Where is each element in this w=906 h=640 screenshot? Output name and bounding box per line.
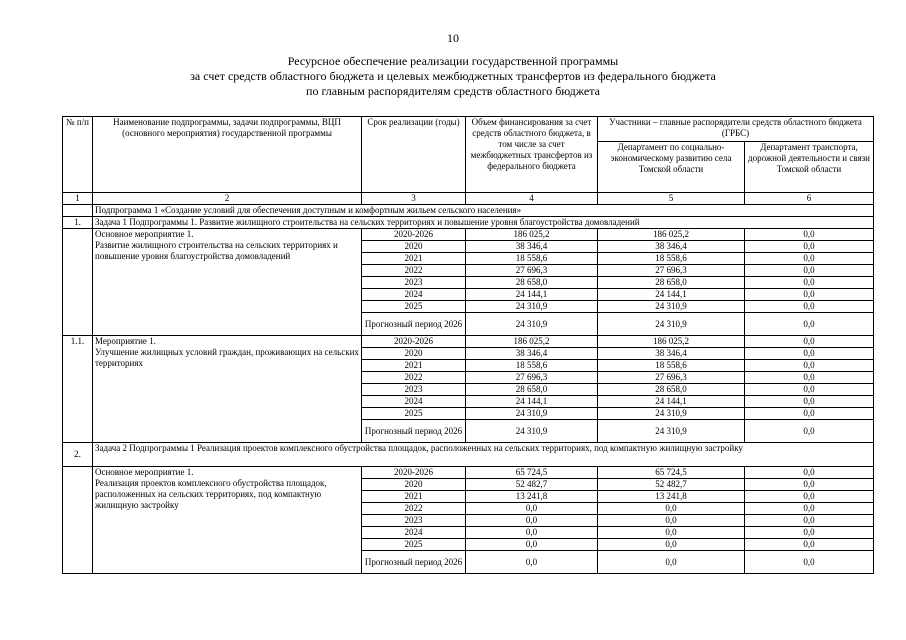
- dept2-cell: 0,0: [745, 420, 874, 443]
- period-cell: 2023: [362, 277, 466, 289]
- dept2-cell: 0,0: [745, 467, 874, 479]
- volume-cell: 186 025,2: [466, 229, 598, 241]
- subprogram-num-cell: [63, 205, 93, 217]
- volume-cell: 38 346,4: [466, 348, 598, 360]
- dept2-cell: 0,0: [745, 539, 874, 551]
- dept2-cell: 0,0: [745, 408, 874, 420]
- dept1-cell: 65 724,5: [598, 467, 745, 479]
- volume-cell: 0,0: [466, 527, 598, 539]
- data-row: [63, 229, 874, 241]
- volume-cell: 28 658,0: [466, 384, 598, 396]
- activity-num: [63, 467, 93, 574]
- column-number: 3: [362, 193, 466, 205]
- volume-cell: 27 696,3: [466, 372, 598, 384]
- document-title: [0, 54, 906, 99]
- task-title: Задача 2 Подпрограммы 1 Реализация проектов комплексного обустройства площадок, расположенных на сельских территориях, под компактную жилищную застройку: [93, 443, 874, 467]
- dept1-cell: 0,0: [598, 527, 745, 539]
- budget-table: [62, 116, 874, 574]
- dept2-cell: 0,0: [745, 479, 874, 491]
- subprogram-row: [63, 205, 874, 217]
- period-cell: 2024: [362, 396, 466, 408]
- dept1-cell: 27 696,3: [598, 265, 745, 277]
- period-cell: Прогнозный период 2026: [362, 420, 466, 443]
- period-cell: 2022: [362, 265, 466, 277]
- activity-name: Основное мероприятие 1. Реализация проектов комплексного обустройства площадок, расположенных на сельских территориях, под компактную жилищную застройку: [93, 467, 362, 574]
- dept1-cell: 38 346,4: [598, 241, 745, 253]
- period-cell: 2023: [362, 515, 466, 527]
- dept2-cell: 0,0: [745, 384, 874, 396]
- activity-name: Основное мероприятие 1. Развитие жилищного строительства на сельских территориях и повышение уровня благоустройства домовладений: [93, 229, 362, 336]
- volume-cell: 28 658,0: [466, 277, 598, 289]
- task-row: [63, 217, 874, 229]
- period-cell: 2024: [362, 289, 466, 301]
- dept1-cell: 28 658,0: [598, 384, 745, 396]
- dept1-cell: 24 310,9: [598, 408, 745, 420]
- period-cell: 2021: [362, 360, 466, 372]
- volume-cell: 24 144,1: [466, 289, 598, 301]
- dept1-cell: 13 241,8: [598, 491, 745, 503]
- dept1-cell: 0,0: [598, 503, 745, 515]
- dept2-cell: 0,0: [745, 229, 874, 241]
- dept1-cell: 27 696,3: [598, 372, 745, 384]
- activity-num: 1.1.: [63, 336, 93, 443]
- dept2-cell: 0,0: [745, 527, 874, 539]
- volume-cell: 24 310,9: [466, 313, 598, 336]
- dept2-cell: 0,0: [745, 313, 874, 336]
- volume-cell: 13 241,8: [466, 491, 598, 503]
- period-cell: 2020: [362, 348, 466, 360]
- volume-cell: 65 724,5: [466, 467, 598, 479]
- title-line: по главным распорядителям средств областного бюджета: [306, 84, 600, 98]
- period-cell: Прогнозный период 2026: [362, 551, 466, 574]
- dept1-cell: 0,0: [598, 515, 745, 527]
- volume-cell: 52 482,7: [466, 479, 598, 491]
- volume-cell: 0,0: [466, 551, 598, 574]
- volume-cell: 24 310,9: [466, 420, 598, 443]
- period-cell: 2020-2026: [362, 336, 466, 348]
- dept2-cell: 0,0: [745, 515, 874, 527]
- header-num: № п/п: [63, 117, 93, 193]
- volume-cell: 24 144,1: [466, 396, 598, 408]
- dept2-cell: 0,0: [745, 396, 874, 408]
- column-number: 4: [466, 193, 598, 205]
- volume-cell: 186 025,2: [466, 336, 598, 348]
- period-cell: 2020-2026: [362, 229, 466, 241]
- task-num: 2.: [63, 443, 93, 467]
- page-number: 10: [447, 31, 459, 45]
- dept2-cell: 0,0: [745, 289, 874, 301]
- volume-cell: 18 558,6: [466, 253, 598, 265]
- header-volume: Объем финансирования за счет средств областного бюджета, в том числе за счет межбюджетных трансфертов из федерального бюджета: [466, 117, 598, 193]
- task-num: 1.: [63, 217, 93, 229]
- volume-cell: 27 696,3: [466, 265, 598, 277]
- dept1-cell: 24 310,9: [598, 301, 745, 313]
- period-cell: 2025: [362, 301, 466, 313]
- dept1-cell: 28 658,0: [598, 277, 745, 289]
- dept1-cell: 186 025,2: [598, 336, 745, 348]
- period-cell: 2020: [362, 241, 466, 253]
- header-participants: Участники – главные распорядители средств областного бюджета (ГРБС): [598, 117, 874, 142]
- period-cell: 2025: [362, 539, 466, 551]
- dept2-cell: 0,0: [745, 503, 874, 515]
- task-row: [63, 443, 874, 467]
- period-cell: 2021: [362, 491, 466, 503]
- dept2-cell: 0,0: [745, 551, 874, 574]
- dept2-cell: 0,0: [745, 491, 874, 503]
- period-cell: 2022: [362, 372, 466, 384]
- activity-num: [63, 229, 93, 336]
- dept2-cell: 0,0: [745, 277, 874, 289]
- dept2-cell: 0,0: [745, 241, 874, 253]
- period-cell: 2021: [362, 253, 466, 265]
- period-cell: 2022: [362, 503, 466, 515]
- title-line: за счет средств областного бюджета и целевых межбюджетных трансфертов из федерального бюджета: [190, 69, 716, 83]
- column-number: 5: [598, 193, 745, 205]
- data-row: [63, 467, 874, 479]
- header-row: [63, 117, 874, 142]
- dept1-cell: 24 310,9: [598, 313, 745, 336]
- activity-name: Мероприятие 1. Улучшение жилищных условий граждан, проживающих на сельских территориях: [93, 336, 362, 443]
- period-cell: 2020: [362, 479, 466, 491]
- dept1-cell: 24 144,1: [598, 289, 745, 301]
- dept1-cell: 18 558,6: [598, 360, 745, 372]
- dept2-cell: 0,0: [745, 253, 874, 265]
- dept2-cell: 0,0: [745, 265, 874, 277]
- column-number-row: [63, 193, 874, 205]
- dept2-cell: 0,0: [745, 301, 874, 313]
- period-cell: 2023: [362, 384, 466, 396]
- header-name: Наименование подпрограммы, задачи подпрограммы, ВЦП (основного мероприятия) государственной программы: [93, 117, 362, 193]
- header-dept2: Департамент транспорта, дорожной деятельности и связи Томской области: [745, 142, 874, 193]
- dept2-cell: 0,0: [745, 336, 874, 348]
- period-cell: 2020-2026: [362, 467, 466, 479]
- volume-cell: 24 310,9: [466, 408, 598, 420]
- column-number: 2: [93, 193, 362, 205]
- dept2-cell: 0,0: [745, 348, 874, 360]
- volume-cell: 0,0: [466, 515, 598, 527]
- column-number: 1: [63, 193, 93, 205]
- period-cell: 2025: [362, 408, 466, 420]
- dept1-cell: 24 144,1: [598, 396, 745, 408]
- dept2-cell: 0,0: [745, 372, 874, 384]
- subprogram-title: Подпрограмма 1 «Создание условий для обеспечения доступным и комфортным жильем сельского населения»: [93, 205, 874, 217]
- dept2-cell: 0,0: [745, 360, 874, 372]
- header-period: Срок реализации (годы): [362, 117, 466, 193]
- period-cell: Прогнозный период 2026: [362, 313, 466, 336]
- period-cell: 2024: [362, 527, 466, 539]
- dept1-cell: 0,0: [598, 551, 745, 574]
- column-number: 6: [745, 193, 874, 205]
- dept1-cell: 186 025,2: [598, 229, 745, 241]
- dept1-cell: 52 482,7: [598, 479, 745, 491]
- data-row: [63, 336, 874, 348]
- dept1-cell: 38 346,4: [598, 348, 745, 360]
- volume-cell: 18 558,6: [466, 360, 598, 372]
- dept1-cell: 0,0: [598, 539, 745, 551]
- task-title: Задача 1 Подпрограммы 1. Развитие жилищного строительства на сельских территориях и повышение уровня благоустройства домовладений: [93, 217, 874, 229]
- dept1-cell: 18 558,6: [598, 253, 745, 265]
- volume-cell: 38 346,4: [466, 241, 598, 253]
- volume-cell: 0,0: [466, 503, 598, 515]
- dept1-cell: 24 310,9: [598, 420, 745, 443]
- volume-cell: 24 310,9: [466, 301, 598, 313]
- header-dept1: Департамент по социально-экономическому развитию села Томской области: [598, 142, 745, 193]
- volume-cell: 0,0: [466, 539, 598, 551]
- title-line: Ресурсное обеспечение реализации государственной программы: [287, 54, 619, 68]
